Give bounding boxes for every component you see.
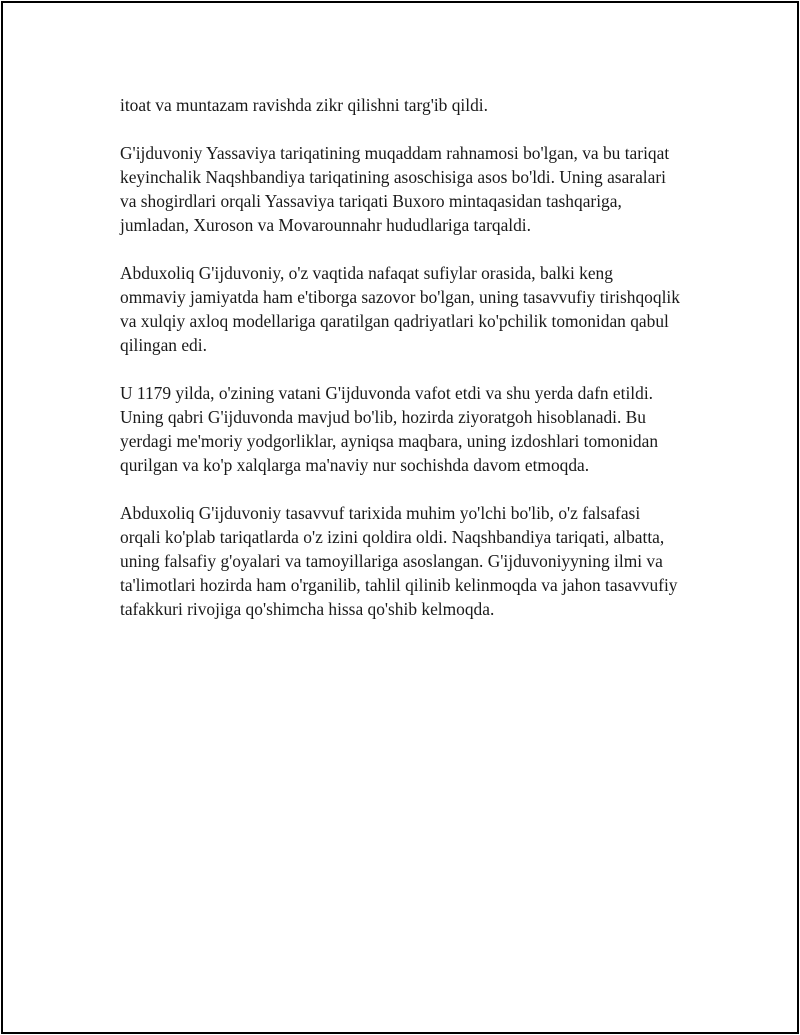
- document-page: [1, 1, 799, 1034]
- paragraph-2: G'ijduvoniy Yassaviya tariqatining muqaddam rahnamosi bo'lgan, va bu tariqat keyinchalik Naqshbandiya tariqatining asoschisiga asos bo'ldi. Uning asaralari va shogirdlari orqali Yassaviya tariqati Buxoro mintaqasidan tashqariga, jumladan, Xuroson va Movarounnahr hududlariga tarqaldi.: [120, 143, 670, 235]
- paragraph-4: U 1179 yilda, o'zining vatani G'ijduvonda vafot etdi va shu yerda dafn etildi. Uning qabri G'ijduvonda mavjud bo'lib, hozirda ziyoratgoh hisoblanadi. Bu yerdagi me'moriy yodgorliklar, ayniqsa maqbara, uning izdoshlari tomonidan qurilgan va ko'p xalqlarga ma'naviy nur sochishda davom etmoqda.: [120, 383, 659, 475]
- paragraph-1: itoat va muntazam ravishda zikr qilishni targ'ib qildi.: [120, 95, 488, 115]
- paragraph-3: Abduxoliq G'ijduvoniy, o'z vaqtida nafaqat sufiylar orasida, balki keng ommaviy jamiyatda ham e'tiborga sazovor bo'lgan, uning tasavvufiy tirishqoqlik va xulqiy axloq modellariga qaratilgan qadriyatlari ko'pchilik tomonidan qabul qilingan edi.: [120, 263, 680, 355]
- document-body: [120, 93, 680, 645]
- paragraph-5: Abduxoliq G'ijduvoniy tasavvuf tarixida muhim yo'lchi bo'lib, o'z falsafasi orqali ko'plab tariqatlarda o'z izini qoldira oldi. Naqshbandiya tariqati, albatta, uning falsafiy g'oyalari va tamoyillariga asoslangan. G'ijduvoniyyning ilmi va ta'limotlari hozirda ham o'rganilib, tahlil qilinib kelinmoqda va jahon tasavvufiy tafakkuri rivojiga qo'shimcha hissa qo'shib kelmoqda.: [120, 503, 678, 619]
